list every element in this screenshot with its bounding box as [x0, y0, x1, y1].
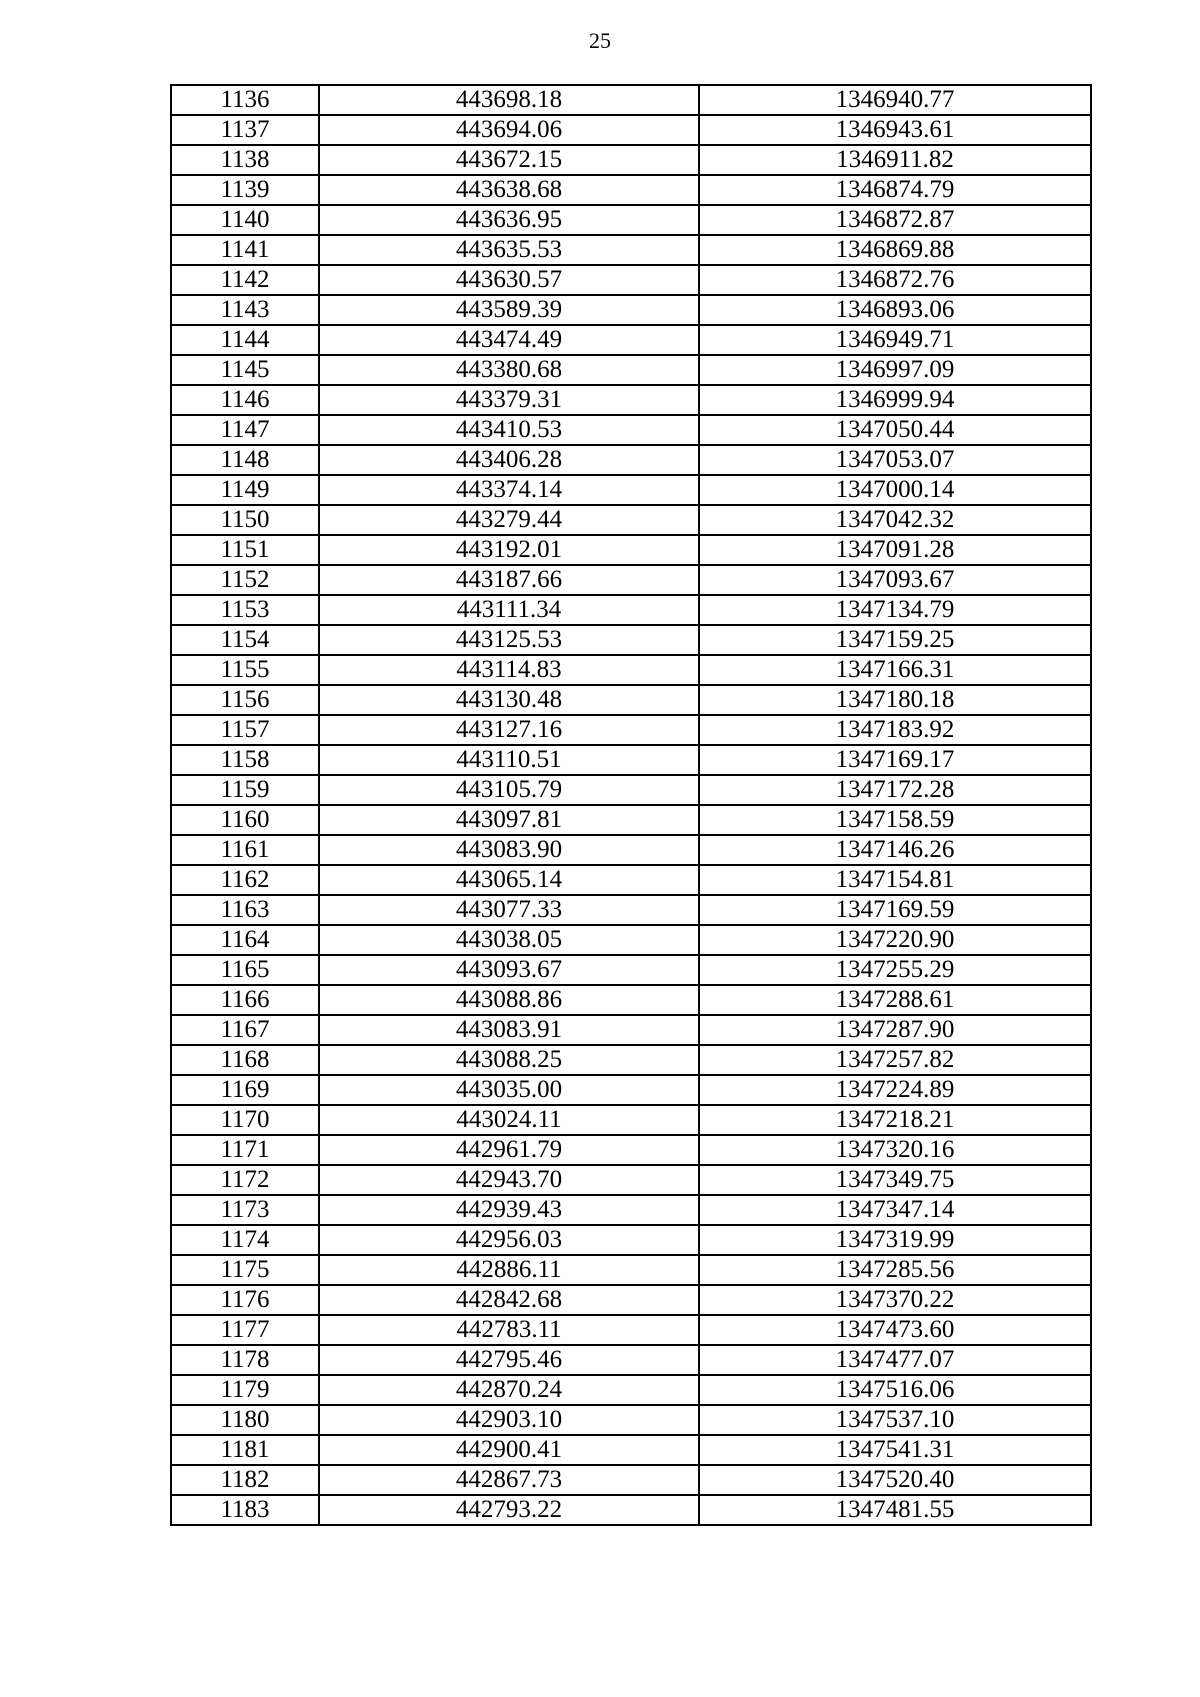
point-number-cell: 1144 — [171, 325, 319, 355]
table-row — [171, 925, 1091, 955]
x-coordinate-cell: 442939.43 — [319, 1195, 699, 1225]
x-coordinate-cell: 442793.22 — [319, 1495, 699, 1525]
x-coordinate-cell: 443635.53 — [319, 235, 699, 265]
table-row — [171, 235, 1091, 265]
table-row — [171, 865, 1091, 895]
y-coordinate-cell: 1346940.77 — [699, 85, 1091, 115]
y-coordinate-cell: 1346872.87 — [699, 205, 1091, 235]
table-row — [171, 1225, 1091, 1255]
table-row — [171, 325, 1091, 355]
point-number-cell: 1159 — [171, 775, 319, 805]
table-row — [171, 895, 1091, 925]
x-coordinate-cell: 443114.83 — [319, 655, 699, 685]
page-number: 25 — [589, 28, 611, 53]
table-row — [171, 505, 1091, 535]
point-number-cell: 1168 — [171, 1045, 319, 1075]
table-row — [171, 115, 1091, 145]
y-coordinate-cell: 1346911.82 — [699, 145, 1091, 175]
x-coordinate-cell: 443380.68 — [319, 355, 699, 385]
x-coordinate-cell: 443374.14 — [319, 475, 699, 505]
x-coordinate-cell: 443636.95 — [319, 205, 699, 235]
table-row — [171, 295, 1091, 325]
x-coordinate-cell: 443192.01 — [319, 535, 699, 565]
table-row — [171, 415, 1091, 445]
x-coordinate-cell: 442870.24 — [319, 1375, 699, 1405]
point-number-cell: 1178 — [171, 1345, 319, 1375]
y-coordinate-cell: 1347183.92 — [699, 715, 1091, 745]
point-number-cell: 1167 — [171, 1015, 319, 1045]
table-row — [171, 1105, 1091, 1135]
point-number-cell: 1139 — [171, 175, 319, 205]
y-coordinate-cell: 1347285.56 — [699, 1255, 1091, 1285]
table-row — [171, 1495, 1091, 1525]
point-number-cell: 1145 — [171, 355, 319, 385]
x-coordinate-cell: 442943.70 — [319, 1165, 699, 1195]
point-number-cell: 1137 — [171, 115, 319, 145]
y-coordinate-cell: 1347541.31 — [699, 1435, 1091, 1465]
point-number-cell: 1142 — [171, 265, 319, 295]
y-coordinate-cell: 1347158.59 — [699, 805, 1091, 835]
point-number-cell: 1157 — [171, 715, 319, 745]
point-number-cell: 1182 — [171, 1465, 319, 1495]
y-coordinate-cell: 1347257.82 — [699, 1045, 1091, 1075]
x-coordinate-cell: 443077.33 — [319, 895, 699, 925]
table-row — [171, 625, 1091, 655]
y-coordinate-cell: 1346949.71 — [699, 325, 1091, 355]
point-number-cell: 1140 — [171, 205, 319, 235]
x-coordinate-cell: 442795.46 — [319, 1345, 699, 1375]
y-coordinate-cell: 1347224.89 — [699, 1075, 1091, 1105]
x-coordinate-cell: 442900.41 — [319, 1435, 699, 1465]
y-coordinate-cell: 1347169.59 — [699, 895, 1091, 925]
table-row — [171, 595, 1091, 625]
y-coordinate-cell: 1347255.29 — [699, 955, 1091, 985]
point-number-cell: 1171 — [171, 1135, 319, 1165]
point-number-cell: 1180 — [171, 1405, 319, 1435]
x-coordinate-cell: 443088.86 — [319, 985, 699, 1015]
y-coordinate-cell: 1347349.75 — [699, 1165, 1091, 1195]
y-coordinate-cell: 1347042.32 — [699, 505, 1091, 535]
x-coordinate-cell: 443083.91 — [319, 1015, 699, 1045]
x-coordinate-cell: 442903.10 — [319, 1405, 699, 1435]
point-number-cell: 1175 — [171, 1255, 319, 1285]
point-number-cell: 1170 — [171, 1105, 319, 1135]
table-row — [171, 685, 1091, 715]
table-row — [171, 1375, 1091, 1405]
point-number-cell: 1153 — [171, 595, 319, 625]
x-coordinate-cell: 443379.31 — [319, 385, 699, 415]
y-coordinate-cell: 1347146.26 — [699, 835, 1091, 865]
point-number-cell: 1150 — [171, 505, 319, 535]
table-row — [171, 1255, 1091, 1285]
x-coordinate-cell: 442886.11 — [319, 1255, 699, 1285]
point-number-cell: 1179 — [171, 1375, 319, 1405]
y-coordinate-cell: 1346872.76 — [699, 265, 1091, 295]
point-number-cell: 1160 — [171, 805, 319, 835]
point-number-cell: 1173 — [171, 1195, 319, 1225]
x-coordinate-cell: 443065.14 — [319, 865, 699, 895]
point-number-cell: 1183 — [171, 1495, 319, 1525]
point-number-cell: 1166 — [171, 985, 319, 1015]
table-row — [171, 535, 1091, 565]
table-row — [171, 175, 1091, 205]
table-row — [171, 205, 1091, 235]
point-number-cell: 1162 — [171, 865, 319, 895]
y-coordinate-cell: 1347050.44 — [699, 415, 1091, 445]
table-row — [171, 1405, 1091, 1435]
y-coordinate-cell: 1347000.14 — [699, 475, 1091, 505]
table-row — [171, 775, 1091, 805]
y-coordinate-cell: 1347218.21 — [699, 1105, 1091, 1135]
y-coordinate-cell: 1346999.94 — [699, 385, 1091, 415]
x-coordinate-cell: 443630.57 — [319, 265, 699, 295]
x-coordinate-cell: 443088.25 — [319, 1045, 699, 1075]
x-coordinate-cell: 443638.68 — [319, 175, 699, 205]
point-number-cell: 1161 — [171, 835, 319, 865]
table-row — [171, 565, 1091, 595]
y-coordinate-cell: 1347093.67 — [699, 565, 1091, 595]
x-coordinate-cell: 443474.49 — [319, 325, 699, 355]
x-coordinate-cell: 443035.00 — [319, 1075, 699, 1105]
table-row — [171, 355, 1091, 385]
coordinates-table — [170, 84, 1092, 1526]
y-coordinate-cell: 1347091.28 — [699, 535, 1091, 565]
table-row — [171, 1165, 1091, 1195]
point-number-cell: 1177 — [171, 1315, 319, 1345]
table-row — [171, 1045, 1091, 1075]
point-number-cell: 1155 — [171, 655, 319, 685]
point-number-cell: 1163 — [171, 895, 319, 925]
x-coordinate-cell: 443187.66 — [319, 565, 699, 595]
y-coordinate-cell: 1347154.81 — [699, 865, 1091, 895]
y-coordinate-cell: 1347537.10 — [699, 1405, 1091, 1435]
table-row — [171, 445, 1091, 475]
y-coordinate-cell: 1347166.31 — [699, 655, 1091, 685]
x-coordinate-cell: 443105.79 — [319, 775, 699, 805]
point-number-cell: 1158 — [171, 745, 319, 775]
point-number-cell: 1181 — [171, 1435, 319, 1465]
y-coordinate-cell: 1347134.79 — [699, 595, 1091, 625]
y-coordinate-cell: 1347516.06 — [699, 1375, 1091, 1405]
y-coordinate-cell: 1347172.28 — [699, 775, 1091, 805]
y-coordinate-cell: 1347481.55 — [699, 1495, 1091, 1525]
x-coordinate-cell: 443038.05 — [319, 925, 699, 955]
table-row — [171, 145, 1091, 175]
x-coordinate-cell: 443694.06 — [319, 115, 699, 145]
table-row — [171, 1315, 1091, 1345]
x-coordinate-cell: 442961.79 — [319, 1135, 699, 1165]
x-coordinate-cell: 443130.48 — [319, 685, 699, 715]
y-coordinate-cell: 1346869.88 — [699, 235, 1091, 265]
point-number-cell: 1151 — [171, 535, 319, 565]
y-coordinate-cell: 1347477.07 — [699, 1345, 1091, 1375]
y-coordinate-cell: 1346997.09 — [699, 355, 1091, 385]
y-coordinate-cell: 1347520.40 — [699, 1465, 1091, 1495]
table-row — [171, 805, 1091, 835]
point-number-cell: 1164 — [171, 925, 319, 955]
table-row — [171, 1465, 1091, 1495]
point-number-cell: 1146 — [171, 385, 319, 415]
x-coordinate-cell: 443024.11 — [319, 1105, 699, 1135]
x-coordinate-cell: 442956.03 — [319, 1225, 699, 1255]
table-row — [171, 1345, 1091, 1375]
x-coordinate-cell: 443093.67 — [319, 955, 699, 985]
point-number-cell: 1148 — [171, 445, 319, 475]
x-coordinate-cell: 443279.44 — [319, 505, 699, 535]
table-row — [171, 655, 1091, 685]
table-row — [171, 475, 1091, 505]
table-row — [171, 835, 1091, 865]
table-row — [171, 1075, 1091, 1105]
coordinates-table-body — [171, 85, 1091, 1525]
y-coordinate-cell: 1347347.14 — [699, 1195, 1091, 1225]
y-coordinate-cell: 1346893.06 — [699, 295, 1091, 325]
x-coordinate-cell: 442867.73 — [319, 1465, 699, 1495]
y-coordinate-cell: 1347473.60 — [699, 1315, 1091, 1345]
table-row — [171, 1135, 1091, 1165]
table-row — [171, 85, 1091, 115]
y-coordinate-cell: 1347220.90 — [699, 925, 1091, 955]
point-number-cell: 1147 — [171, 415, 319, 445]
table-row — [171, 1285, 1091, 1315]
y-coordinate-cell: 1346943.61 — [699, 115, 1091, 145]
x-coordinate-cell: 443083.90 — [319, 835, 699, 865]
table-row — [171, 385, 1091, 415]
x-coordinate-cell: 442783.11 — [319, 1315, 699, 1345]
x-coordinate-cell: 443406.28 — [319, 445, 699, 475]
y-coordinate-cell: 1347169.17 — [699, 745, 1091, 775]
point-number-cell: 1176 — [171, 1285, 319, 1315]
y-coordinate-cell: 1347053.07 — [699, 445, 1091, 475]
x-coordinate-cell: 443698.18 — [319, 85, 699, 115]
table-row — [171, 265, 1091, 295]
table-row — [171, 985, 1091, 1015]
point-number-cell: 1172 — [171, 1165, 319, 1195]
point-number-cell: 1141 — [171, 235, 319, 265]
point-number-cell: 1149 — [171, 475, 319, 505]
point-number-cell: 1174 — [171, 1225, 319, 1255]
y-coordinate-cell: 1347288.61 — [699, 985, 1091, 1015]
x-coordinate-cell: 443110.51 — [319, 745, 699, 775]
y-coordinate-cell: 1347320.16 — [699, 1135, 1091, 1165]
point-number-cell: 1138 — [171, 145, 319, 175]
point-number-cell: 1143 — [171, 295, 319, 325]
point-number-cell: 1136 — [171, 85, 319, 115]
y-coordinate-cell: 1347180.18 — [699, 685, 1091, 715]
point-number-cell: 1156 — [171, 685, 319, 715]
table-row — [171, 1015, 1091, 1045]
point-number-cell: 1169 — [171, 1075, 319, 1105]
table-row — [171, 715, 1091, 745]
point-number-cell: 1152 — [171, 565, 319, 595]
table-row — [171, 955, 1091, 985]
x-coordinate-cell: 443127.16 — [319, 715, 699, 745]
x-coordinate-cell: 443589.39 — [319, 295, 699, 325]
y-coordinate-cell: 1346874.79 — [699, 175, 1091, 205]
point-number-cell: 1165 — [171, 955, 319, 985]
y-coordinate-cell: 1347319.99 — [699, 1225, 1091, 1255]
x-coordinate-cell: 443672.15 — [319, 145, 699, 175]
x-coordinate-cell: 442842.68 — [319, 1285, 699, 1315]
x-coordinate-cell: 443410.53 — [319, 415, 699, 445]
table-row — [171, 1195, 1091, 1225]
y-coordinate-cell: 1347370.22 — [699, 1285, 1091, 1315]
point-number-cell: 1154 — [171, 625, 319, 655]
x-coordinate-cell: 443111.34 — [319, 595, 699, 625]
y-coordinate-cell: 1347159.25 — [699, 625, 1091, 655]
x-coordinate-cell: 443125.53 — [319, 625, 699, 655]
table-row — [171, 1435, 1091, 1465]
x-coordinate-cell: 443097.81 — [319, 805, 699, 835]
table-row — [171, 745, 1091, 775]
y-coordinate-cell: 1347287.90 — [699, 1015, 1091, 1045]
